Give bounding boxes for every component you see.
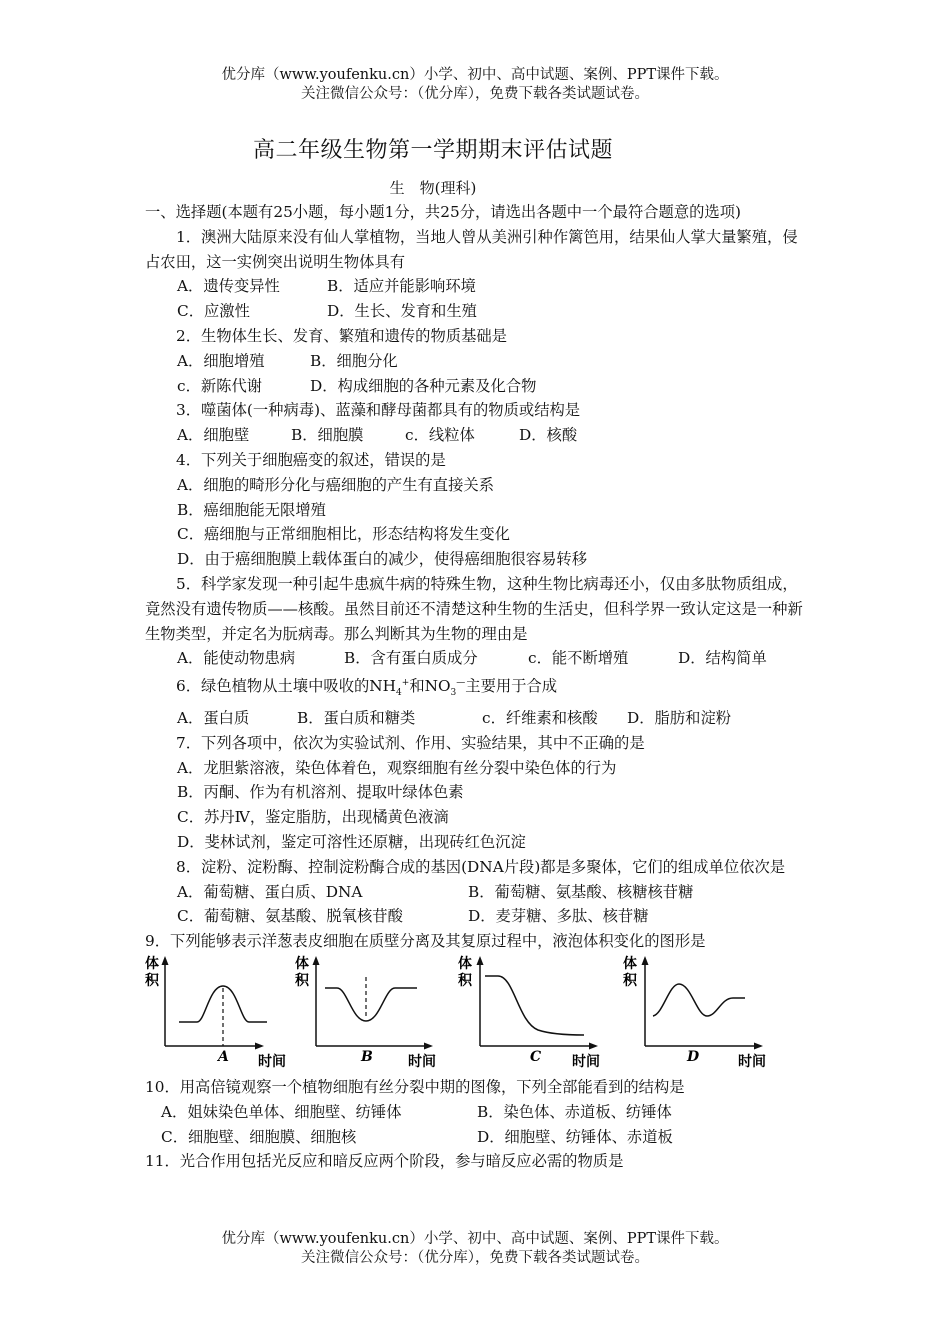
q3-option-a: A．细胞壁 bbox=[177, 426, 250, 445]
q4-option-b: B．癌细胞能无限增殖 bbox=[177, 500, 326, 519]
x-axis-arrow bbox=[424, 1043, 433, 1050]
q3-option-b: B．细胞膜 bbox=[291, 426, 364, 445]
question-10-options-cd bbox=[145, 1125, 810, 1150]
y-axis-label-2: 积 bbox=[145, 973, 159, 990]
q7-option-a: A．龙胆紫溶液，染色体着色，观察细胞有丝分裂中染色体的行为 bbox=[177, 758, 617, 777]
question-2-stem: 2．生物体生长、发育、繁殖和遗传的物质基础是 bbox=[176, 326, 507, 345]
section-heading: 一、选择题(本题有25小题，每小题1分，共25分，请选出各题中一个最符合题意的选项) bbox=[145, 203, 741, 221]
x-axis-label: 时间 bbox=[408, 1054, 436, 1071]
y-axis-label-2: 积 bbox=[458, 973, 472, 990]
question-8-stem: 8．淀粉、淀粉酶、控制淀粉酶合成的基因(DNA片段)都是多聚体，它们的组成单位依次是 bbox=[176, 857, 786, 876]
question-2-options-ab bbox=[145, 349, 810, 374]
y-axis-label-1: 体 bbox=[145, 956, 159, 973]
question-3-options bbox=[145, 423, 810, 448]
question-6-options bbox=[145, 706, 810, 731]
q6-stem-mid: 和NO bbox=[409, 677, 451, 696]
q7-option-b: B．丙酮、作为有机溶剂、提取叶绿体色素 bbox=[177, 783, 464, 802]
q9-graph-d bbox=[623, 954, 783, 1071]
q6-option-c: c．纤维素和核酸 bbox=[482, 709, 598, 728]
page-footer bbox=[0, 1230, 950, 1268]
question-11-stem: 11．光合作用包括光反应和暗反应两个阶段，参与暗反应必需的物质是 bbox=[145, 1152, 624, 1171]
graph-c-curve bbox=[485, 976, 584, 1035]
q9-graph-c bbox=[458, 954, 618, 1071]
graph-a-svg bbox=[145, 954, 286, 1071]
q4-option-c: C．癌细胞与正常细胞相比，形态结构将发生变化 bbox=[177, 525, 510, 544]
y-axis-label-2: 积 bbox=[295, 973, 309, 990]
y-axis-label-1: 体 bbox=[623, 956, 637, 973]
q6-stem-post: 主要用于合成 bbox=[465, 677, 558, 696]
question-1-stem: 1．澳洲大陆原来没有仙人掌植物，当地人曾从美洲引种作篱笆用，结果仙人掌大量繁殖，侵占农田，这一实例突出说明生物体具有 bbox=[145, 227, 798, 271]
exam-subtitle: 生 物(理科) bbox=[389, 179, 477, 197]
graph-d-curve bbox=[653, 984, 745, 1016]
question-8-options-cd bbox=[145, 904, 810, 929]
q7-option-c: C．苏丹Ⅳ，鉴定脂肪，出现橘黄色液滴 bbox=[177, 808, 449, 827]
q2-option-b: B．细胞分化 bbox=[310, 351, 398, 370]
q3-option-d: D．核酸 bbox=[519, 426, 578, 445]
y-axis-label-2: 积 bbox=[623, 973, 637, 990]
page-header bbox=[0, 66, 950, 104]
x-axis-arrow bbox=[255, 1043, 264, 1050]
y-axis-label-1: 体 bbox=[458, 956, 472, 973]
q9-graph-a bbox=[145, 954, 286, 1071]
q6-stem-pre: 6．绿色植物从土壤中吸收的NH bbox=[176, 677, 397, 696]
exam-content bbox=[145, 200, 810, 1174]
question-1-options-ab bbox=[145, 274, 810, 299]
x-axis-label: 时间 bbox=[738, 1054, 766, 1071]
q1-option-b: B．适应并能影响环境 bbox=[327, 277, 476, 296]
q2-option-a: A．细胞增殖 bbox=[177, 351, 265, 370]
graph-b-svg bbox=[295, 954, 455, 1071]
q6-sup-1: + bbox=[401, 678, 410, 689]
q1-option-d: D．生长、发育和生殖 bbox=[327, 302, 477, 321]
q6-option-b: B．蛋白质和糖类 bbox=[297, 709, 416, 728]
y-axis-arrow bbox=[642, 956, 649, 965]
question-10-stem: 10．用高倍镜观察一个植物细胞有丝分裂中期的图像，下列全部能看到的结构是 bbox=[145, 1078, 685, 1097]
q10-option-b: B．染色体、赤道板、纺锤体 bbox=[477, 1102, 672, 1121]
q5-option-a: A．能使动物患病 bbox=[177, 649, 296, 668]
question-5-stem: 5．科学家发现一种引起牛患疯牛病的特殊生物，这种生物比病毒还小，仅由多肽物质组成，竟然没有遗传物质——核酸。虽然目前还不清楚这种生物的生活史，但科学界一致认定这是一种新生物类型，并定名为朊病毒。那么判断其为生物的理由是 bbox=[145, 574, 803, 643]
question-2-options-cd bbox=[145, 374, 810, 399]
question-1-options-cd bbox=[145, 299, 810, 324]
graph-d-label: D bbox=[687, 1049, 700, 1066]
exam-title: 高二年级生物第一学期期末评估试题 bbox=[252, 138, 613, 163]
header-line-1: 优分库（www.youfenku.cn）小学、初中、高中试题、案例、PPT课件下载。 bbox=[221, 67, 729, 83]
q2-option-c: c．新陈代谢 bbox=[177, 376, 263, 395]
q8-option-a: A．葡萄糖、蛋白质、DNA bbox=[177, 882, 363, 901]
header-line-2: 关注微信公众号：（优分库），免费下载各类试题试卷。 bbox=[301, 86, 649, 102]
x-axis-label: 时间 bbox=[258, 1054, 286, 1071]
q6-sup-2: — bbox=[456, 678, 466, 689]
graph-a-label: A bbox=[218, 1049, 229, 1066]
q9-graphs bbox=[145, 954, 810, 1071]
graph-c-svg bbox=[458, 954, 618, 1071]
q8-option-c: C．葡萄糖、氨基酸、脱氧核苷酸 bbox=[177, 907, 403, 926]
footer-line-2: 关注微信公众号：（优分库），免费下载各类试题试卷。 bbox=[301, 1250, 649, 1266]
question-9-stem: 9．下列能够表示洋葱表皮细胞在质壁分离及其复原过程中，液泡体积变化的图形是 bbox=[145, 932, 706, 951]
question-3-stem: 3．噬菌体(一种病毒)、蓝藻和酵母菌都具有的物质或结构是 bbox=[176, 401, 581, 420]
q5-option-b: B．含有蛋白质成分 bbox=[344, 649, 478, 668]
graph-c-label: C bbox=[530, 1049, 542, 1066]
footer-line-1: 优分库（www.youfenku.cn）小学、初中、高中试题、案例、PPT课件下载。 bbox=[221, 1231, 729, 1247]
q5-option-d: D．结构简单 bbox=[678, 649, 767, 668]
question-7-stem: 7．下列各项中，依次为实验试剂、作用、实验结果，其中不正确的是 bbox=[176, 733, 645, 752]
y-axis-label-1: 体 bbox=[295, 956, 309, 973]
q1-option-a: A．遗传变异性 bbox=[177, 277, 280, 296]
q2-option-d: D．构成细胞的各种元素及化合物 bbox=[310, 376, 537, 395]
question-10-options-ab bbox=[145, 1100, 810, 1125]
x-axis-arrow bbox=[589, 1043, 598, 1050]
q10-option-c: C．细胞壁、细胞膜、细胞核 bbox=[161, 1127, 357, 1146]
y-axis-arrow bbox=[313, 956, 320, 965]
q5-option-c: c．能不断增殖 bbox=[528, 649, 629, 668]
graph-b-curve bbox=[325, 988, 417, 1021]
q8-option-b: B．葡萄糖、氨基酸、核糖核苷糖 bbox=[468, 882, 694, 901]
question-8-options-ab bbox=[145, 880, 810, 905]
question-5-options bbox=[145, 646, 810, 671]
x-axis-label: 时间 bbox=[572, 1054, 600, 1071]
graph-d-svg bbox=[623, 954, 783, 1071]
x-axis-arrow bbox=[754, 1043, 763, 1050]
q7-option-d: D．斐林试剂，鉴定可溶性还原糖，出现砖红色沉淀 bbox=[177, 833, 526, 852]
q9-graph-b bbox=[295, 954, 455, 1071]
q10-option-a: A．姐妹染色单体、细胞壁、纺锤体 bbox=[161, 1102, 402, 1121]
q10-option-d: D．细胞壁、纺锤体、赤道板 bbox=[477, 1127, 673, 1146]
question-6-stem bbox=[145, 671, 810, 706]
q6-option-d: D．脂肪和淀粉 bbox=[627, 709, 732, 728]
q6-sub-2: 3 bbox=[450, 688, 457, 699]
q3-option-c: c．线粒体 bbox=[405, 426, 475, 445]
q6-option-a: A．蛋白质 bbox=[177, 709, 250, 728]
q8-option-d: D．麦芽糖、多肽、核苷糖 bbox=[468, 907, 649, 926]
question-4-stem: 4．下列关于细胞癌变的叙述，错误的是 bbox=[176, 450, 446, 469]
y-axis-arrow bbox=[477, 956, 484, 965]
q6-sub-1: 4 bbox=[396, 688, 402, 699]
graph-b-label: B bbox=[361, 1049, 373, 1066]
q4-option-d: D．由于癌细胞膜上载体蛋白的减少，使得癌细胞很容易转移 bbox=[177, 550, 587, 569]
q1-option-c: C．应激性 bbox=[177, 302, 250, 321]
q4-option-a: A．细胞的畸形分化与癌细胞的产生有直接关系 bbox=[177, 475, 494, 494]
y-axis-arrow bbox=[162, 956, 169, 965]
